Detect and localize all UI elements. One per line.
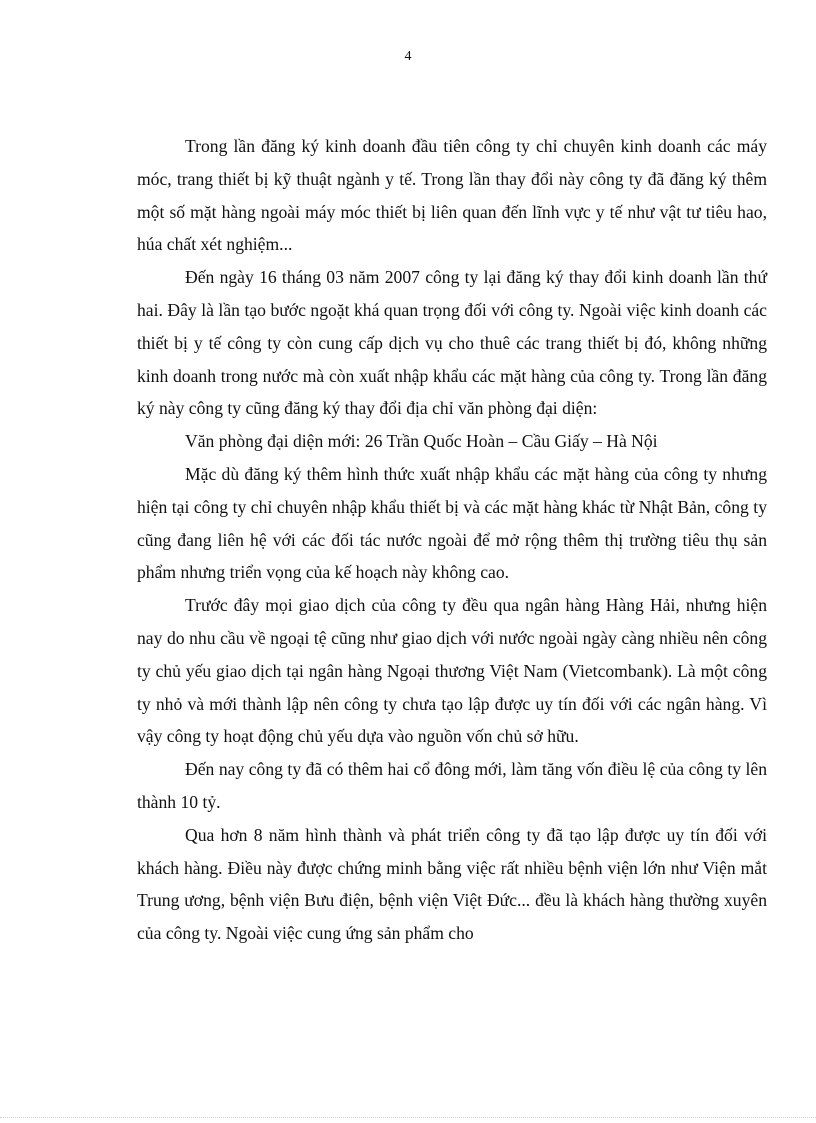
page-number: 4 [404,49,412,64]
page-bottom-rule [0,1117,816,1118]
body-text [137,130,767,950]
paragraph-registration-first: Trong lần đăng ký kinh doanh đầu tiên công ty chỉ chuyên kinh doanh các máy móc, trang thiết bị kỹ thuật ngành y tế. Trong lần thay đổi này công ty đã đăng ký thêm một số mặt hàng ngoài máy móc thiết bị liên quan đến lĩnh vực y tế như vật tư tiêu hao, húa chất xét nghiệm... [137,136,767,255]
paragraph-banking: Trước đây mọi giao dịch của công ty đều qua ngân hàng Hàng Hải, nhưng hiện nay do nhu cầu về ngoại tệ cũng như giao dịch với nước ngoài ngày càng nhiều nên công ty chủ yếu giao dịch tại ngân hàng Ngoại thương Việt Nam (Vietcombank). Là một công ty nhỏ và mới thành lập nên công ty chưa tạo lập được uy tín đối với các ngân hàng. Vì vậy công ty hoạt động chủ yếu dựa vào nguồn vốn chủ sở hữu. [137,595,767,747]
paragraph-office-address: Văn phòng đại diện mới: 26 Trần Quốc Hoàn – Cầu Giấy – Hà Nội [185,431,658,452]
paragraph-reputation: Qua hơn 8 năm hình thành và phát triển công ty đã tạo lập được uy tín đối với khách hàng. Điều này được chứng minh bằng việc rất nhiều bệnh viện lớn như Viện mắt Trung ương, bệnh viện Bưu điện, bệnh viện Việt Đức... đều là khách hàng thường xuyên của công ty. Ngoài việc cung ứng sản phẩm cho [137,824,767,944]
paragraph-second-registration: Đến ngày 16 tháng 03 năm 2007 công ty lại đăng ký thay đổi kinh doanh lần thứ hai. Đây là lần tạo bước ngoặt khá quan trọng đối với công ty. Ngoài việc kinh doanh các thiết bị y tế công ty còn cung cấp dịch vụ cho thuê các trang thiết bị đó, không những kinh doanh trong nước mà còn xuất nhập khẩu các mặt hàng của công ty. Trong lần đăng ký này công ty cũng đăng ký thay đổi địa chỉ văn phòng đại diện: [137,267,767,419]
paragraph-shareholders: Đến nay công ty đã có thêm hai cổ đông mới, làm tăng vốn điều lệ của công ty lên thành 10 tỷ. [137,759,767,812]
paragraph-import-export: Mặc dù đăng ký thêm hình thức xuất nhập khẩu các mặt hàng của công ty nhưng hiện tại công ty chỉ chuyên nhập khẩu thiết bị và các mặt hàng khác từ Nhật Bản, công ty cũng đang liên hệ với các đối tác nước ngoài để mở rộng thêm thị trường tiêu thụ sản phẩm nhưng triển vọng của kế hoạch này không cao. [137,463,767,583]
